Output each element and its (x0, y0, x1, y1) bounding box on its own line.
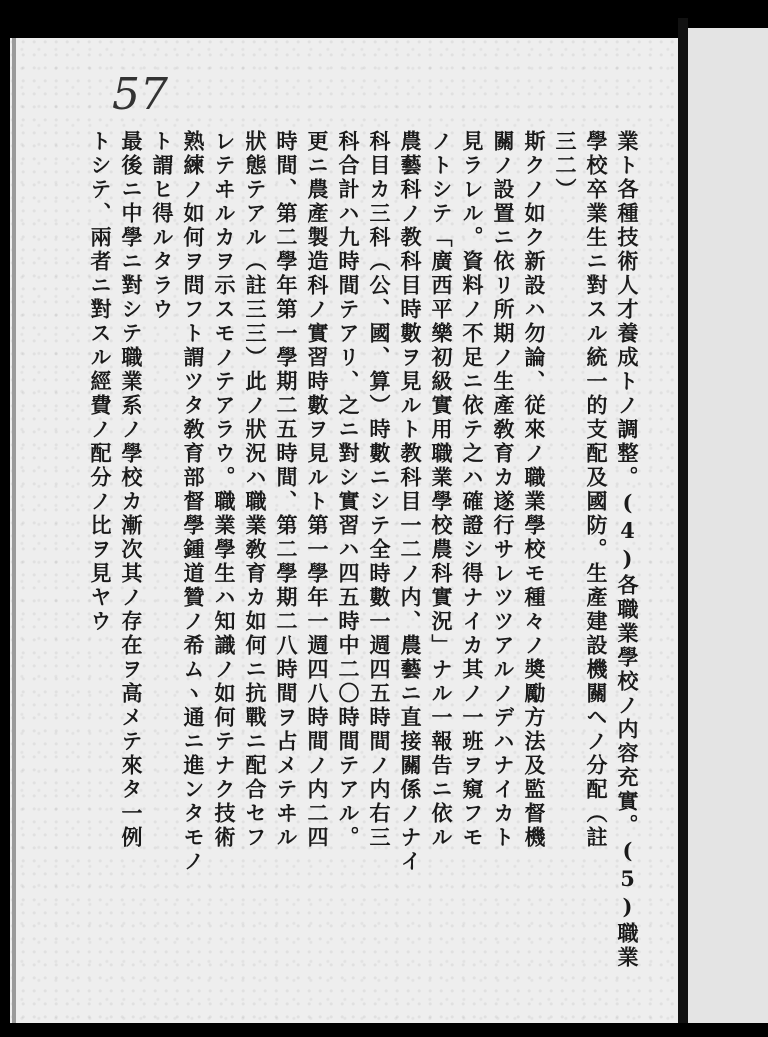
text-line: ト謂ヒ得ルタラウ (150, 130, 175, 322)
text-line: トシテ、兩者ニ對スル經費ノ配分ノ比ヲ見ヤウ (88, 130, 113, 634)
page-edge (12, 38, 16, 1023)
text-line: 農藝科ノ教科目時數ヲ見ルト教科目一二ノ内、農藝ニ直接關係ノナイ (398, 130, 423, 874)
text-line: レテヰルカヲ示スモノテアラウ。職業學生ハ知識ノ如何テナク技術 (212, 130, 237, 850)
text-line: 三二） (553, 130, 578, 202)
text-line: 狀態テアル（註三三）此ノ狀況ハ職業敎育カ如何ニ抗戰ニ配合セフ (243, 130, 268, 850)
text-line: 時間、第二學年第一學期二五時間、第二學期二八時間ヲ占メテヰル (274, 130, 299, 850)
text-line: 熟練ノ如何ヲ問フト謂ツタ敎育部督學鍾道贊ノ希ムヽ通ニ進ンタモノ (181, 130, 206, 874)
binding-gutter (678, 18, 688, 1023)
facing-page-edge (688, 28, 768, 1023)
text-line: ノトシテ「廣西平樂初級實用職業學校農科實況」ナル一報告ニ依ル (429, 130, 454, 850)
page-number: 57 (112, 69, 168, 120)
text-line: 斯クノ如ク新設ハ勿論、従來ノ職業學校モ種々ノ奬勵方法及監督機 (522, 130, 547, 850)
text-line: 最後ニ中學ニ對シテ職業系ノ學校カ漸次其ノ存在ヲ高メテ來タ一例 (119, 130, 144, 850)
text-line: 關ノ設置ニ依リ所期ノ生產敎育カ遂行サレツツアルノデハナイカト (491, 130, 516, 850)
text-line: 學校卒業生ニ對スル統一的支配及國防。生產建設機關ヘノ分配（註 (584, 130, 609, 850)
text-line: 科目カ三科（公、國、算）時數ニシテ全時數一週四五時間ノ内右三 (367, 130, 392, 850)
text-line: 業ト各種技術人才養成トノ調整。(4)各職業學校ノ内容充實。(5)職業 (615, 130, 640, 970)
text-line: 更ニ農產製造科ノ實習時數ヲ見ルト第一學年一週四八時間ノ内二四 (305, 130, 330, 850)
text-line: 見ラレル。資料ノ不足ニ依テ之ハ確證シ得ナイカ其ノ一班ヲ窺フモ (460, 130, 485, 850)
text-line: 科合計ハ九時間テアリ、之ニ對シ實習ハ四五時中二〇時間テアル。 (336, 130, 361, 850)
